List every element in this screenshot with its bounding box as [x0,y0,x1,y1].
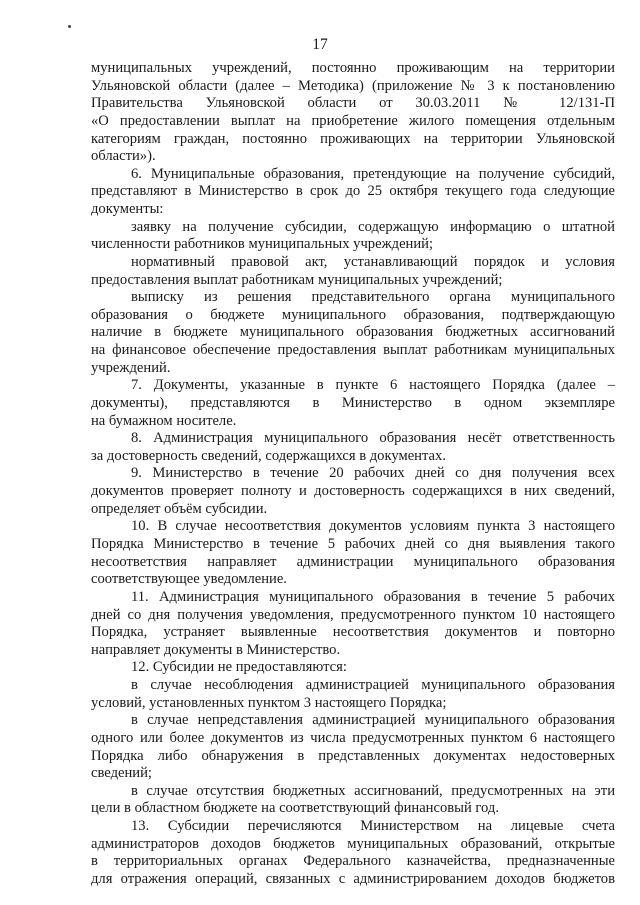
text-line: 8. Администрация муниципального образования несёт ответственность [131,430,615,447]
text-line: предоставления выплат работникам муниципальных учреждений; [91,271,503,288]
text-line: Ульяновской области (далее – Методика) (приложение № 3 к постановлению [91,77,615,94]
text-line: документов проверяет полноту и достоверность содержащихся в них сведений, [91,483,615,500]
text-line: условий, установленных пунктом 3 настоящего Порядка; [91,694,447,711]
text-line: наличие в бюджете муниципального образования бюджетных ассигнований [91,324,615,341]
text-line: в случае отсутствия бюджетных ассигнований, предусмотренных на эти [131,782,615,799]
text-line: за достоверность сведений, содержащихся в документах. [91,447,446,464]
text-line: численности работников муниципальных учреждений; [91,236,434,253]
text-line: образования о бюджете муниципального образования, подтверждающую [91,306,615,323]
text-line: 9. Министерство в течение 20 рабочих дней со дня получения всех [131,465,615,482]
text-line: 10. В случае несоответствия документов условиям пункта 3 настоящего [131,518,615,535]
text-line: сведений; [91,765,152,782]
text-line: для отражения операций, связанных с администрированием доходов бюджетов [91,870,615,887]
text-line: Порядка либо обнаружения в представленных документах недостоверных [91,747,615,764]
text-line: 12. Субсидии не предоставляются: [131,659,347,676]
text-line: области»). [91,148,156,165]
text-line: определяет объём субсидии. [91,500,268,517]
text-line: нормативный правовой акт, устанавливающий порядок и условия [131,253,615,270]
text-line: документы: [91,201,164,218]
text-line: 6. Муниципальные образования, претендующие на получение субсидий, [131,165,615,182]
text-line: 11. Администрация муниципального образования в течение 5 рабочих [131,588,615,605]
text-line: соответствующее уведомление. [91,571,287,588]
text-line: администраторов доходов бюджетов муниципальных образований, открытые [91,835,615,852]
text-line: представляют в Министерство в срок до 25 октября текущего года следующие [91,183,615,200]
text-line: 7. Документы, указанные в пункте 6 настоящего Порядка (далее – [131,377,615,394]
text-line: несоответствия направляет администрации муниципального образования [91,553,615,570]
text-line: «О предоставлении выплат на приобретение жилого помещения отдельным [91,112,615,129]
text-line: одного или более документов из числа предусмотренных пунктом 6 настоящего [91,729,615,746]
text-line: дней со дня получения уведомления, предусмотренного пунктом 10 настоящего [91,606,615,623]
text-line: Порядка, устраняет выявленные несоответствия документов и повторно [91,624,615,641]
text-line: на бумажном носителе. [91,412,237,429]
text-line: заявку на получение субсидии, содержащую информацию о штатной [131,218,615,235]
text-line: муниципальных учреждений, постоянно проживающим на территории [91,60,615,76]
text-line: на финансовое обеспечение предоставления выплат работникам муниципальных [91,342,615,359]
text-line: выписку из решения представительного органа муниципального [131,289,615,306]
text-line: учреждений. [91,359,171,376]
text-line: цели в областном бюджете на соответствующий финансовый год. [91,800,499,817]
text-line: категориям граждан, постоянно проживающих на территории Ульяновской [91,130,615,147]
text-line: документы), представляются в Министерство в одном экземпляре [91,394,615,411]
text-line: в случае непредставления администрацией муниципального образования [131,712,615,729]
text-line: 13. Субсидии перечисляются Министерством на лицевые счета [131,818,615,835]
page-number: 17 [312,36,328,53]
text-line: Правительства Ульяновской области от 30.03.2011 № 12/131-П [91,95,615,112]
scan-speck [68,25,71,28]
text-line: Порядка Министерство в течение 5 рабочих дней со дня выявления такого [91,536,615,552]
text-line: в случае несоблюдения администрацией муниципального образования [131,677,615,694]
text-line: в территориальных органах Федерального казначейства, предназначенные [91,853,615,870]
text-line: направляет документы в Министерство. [91,641,341,658]
